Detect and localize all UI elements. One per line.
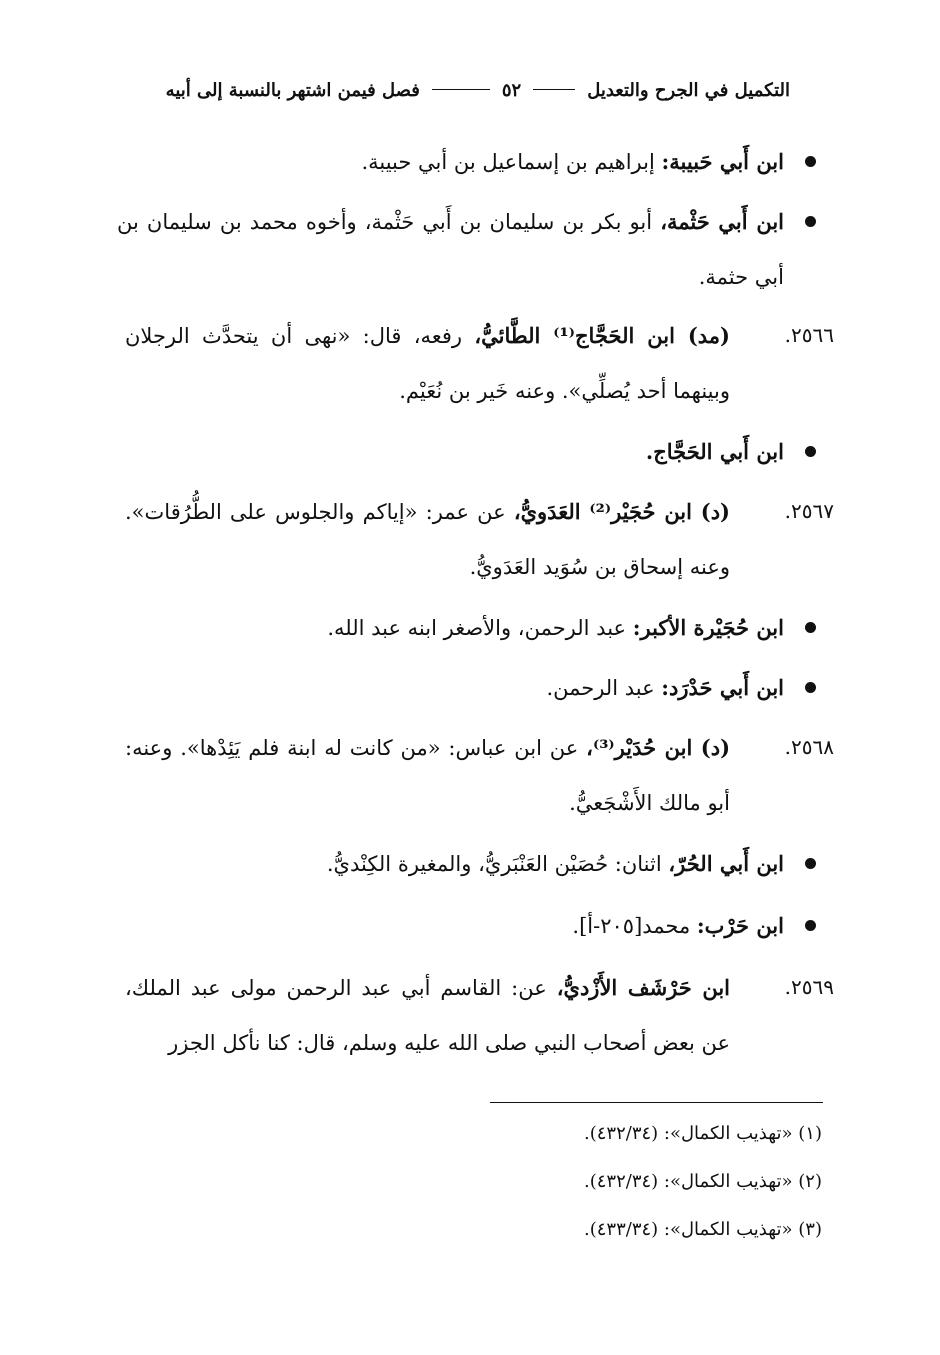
- bullet-entry: [117, 134, 784, 190]
- entry-name: (د) ابن حُجَيْر⁽²⁾ العَدَويُّ،: [513, 499, 730, 524]
- numbered-entry: [125, 308, 834, 419]
- bullet-entry: [117, 194, 784, 305]
- footnote-separator: [490, 1102, 823, 1103]
- entry-number: ٢٥٦٦.: [784, 323, 834, 347]
- entry-text: عبد الرحمن، والأصغر ابنه عبد الله.: [327, 616, 633, 640]
- section-title: فصل فيمن اشتهر بالنسبة إلى أبيه: [165, 80, 420, 101]
- footnote: (١) «تهذيب الكمال»: (٤٣٢/٣٤).: [584, 1123, 822, 1144]
- entry-text: عن ابن عباس: «من كانت له ابنة فلم يَئِدْها». وعنه: أبو مالك الأَشْجَعيُّ.: [125, 736, 730, 815]
- footnote: (٢) «تهذيب الكمال»: (٤٣٢/٣٤).: [584, 1171, 822, 1192]
- entry-name: (د) ابن حُدَيْر⁽³⁾،: [586, 735, 730, 760]
- entry-name: ابن أَبي حَدْرَد:: [661, 675, 784, 700]
- numbered-entry: [125, 720, 834, 831]
- entry-name: ابن أَبي الحُرّ،: [668, 851, 784, 876]
- entry-name: ابن أَبي حَبيبة:: [661, 149, 784, 174]
- page-number: ٥٢: [501, 80, 522, 101]
- entry-name: (مد) ابن الحَجَّاج⁽¹⁾ الطَّائيُّ،: [474, 323, 730, 348]
- bullet-entry: [117, 836, 784, 892]
- bullet-entry: [117, 600, 784, 656]
- entry-text: اثنان: حُصَيْن العَنْبَريُّ، والمغيرة الكِنْديُّ.: [326, 852, 669, 876]
- entry-text: عن: القاسم أبي عبد الرحمن مولى عبد الملك، عن بعض أصحاب النبي صلى الله عليه وسلم، قال: كنا نأكل الجزر: [125, 976, 730, 1055]
- entry-number: ٢٥٦٧.: [784, 499, 834, 523]
- numbered-entry: [125, 960, 834, 1071]
- bullet-entry: [117, 898, 784, 954]
- entry-text: أبو بكر بن سليمان بن أَبي حَثْمة، وأخوه محمد بن سليمان بن أبي حثمة.: [117, 210, 784, 289]
- entry-number: ٢٥٦٨.: [784, 735, 834, 759]
- entry-name: ابن أَبي الحَجَّاج.: [645, 439, 784, 464]
- entry-text: رفعه، قال: «نهى أن يتحدَّث الرجلان وبينهما أحد يُصلِّي». وعنه خَير بن نُعَيْم.: [125, 324, 730, 403]
- book-title: التكميل في الجرح والتعديل: [587, 80, 790, 101]
- entry-name: ابن حَرْشَف الأَزْديُّ،: [556, 975, 730, 1000]
- entry-text: إبراهيم بن إسماعيل بن أبي حبيبة.: [361, 150, 662, 174]
- running-header: [132, 80, 790, 101]
- entry-text: عبد الرحمن.: [546, 676, 662, 700]
- header-rule: [533, 89, 575, 90]
- entry-name: ابن أَبي حَثْمة،: [660, 209, 784, 234]
- entry-name: ابن حَرْب:: [696, 913, 784, 938]
- bullet-entry: [117, 660, 784, 716]
- entry-text: عن عمر: «إياكم والجلوس على الطُّرُقات». وعنه إسحاق بن سُوَيد العَدَويُّ.: [125, 500, 730, 579]
- numbered-entry: [125, 484, 834, 595]
- footnote: (٣) «تهذيب الكمال»: (٤٣٣/٣٤).: [584, 1219, 822, 1240]
- entry-number: ٢٥٦٩.: [784, 975, 834, 999]
- header-rule: [432, 89, 490, 90]
- bullet-entry: [117, 424, 784, 480]
- entry-text: محمد[٢٠٥-أ].: [572, 914, 697, 938]
- entry-name: ابن حُجَيْرة الأكبر:: [632, 615, 784, 640]
